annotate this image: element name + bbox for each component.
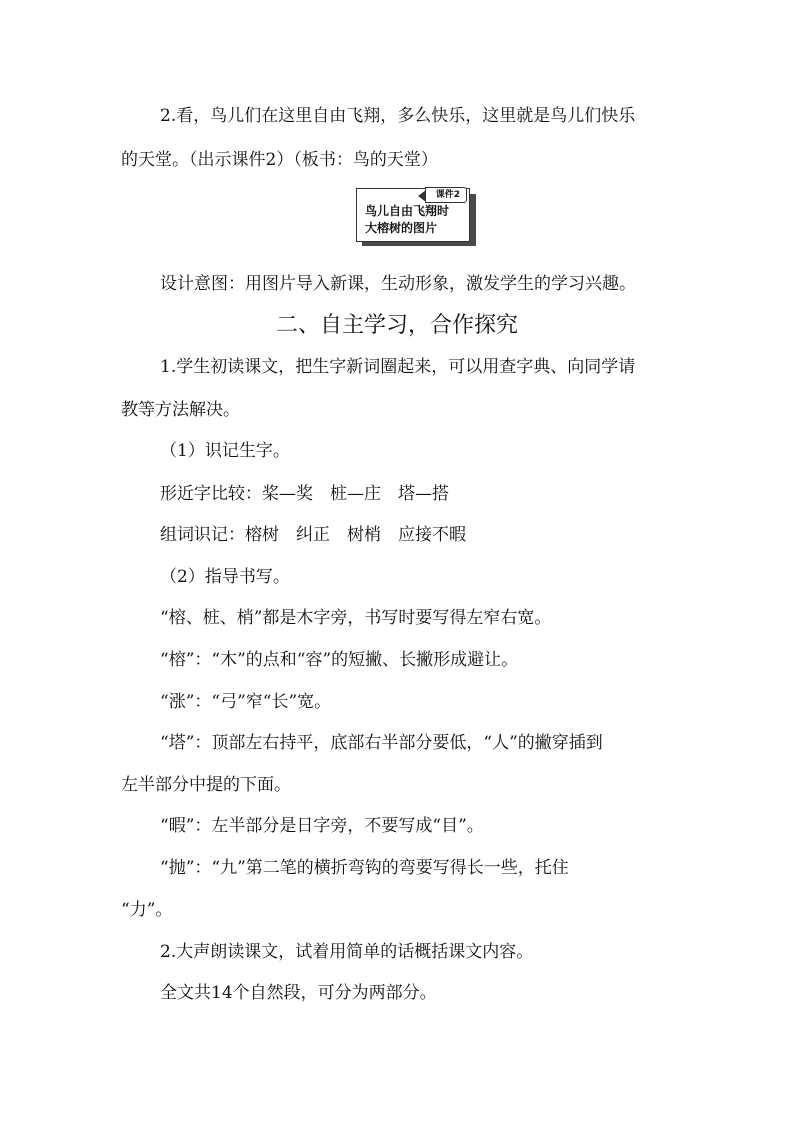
courseware-line-1: 鸟儿自由飞翔时 — [365, 204, 450, 218]
design-intent: 设计意图：用图片导入新课，生动形象，激发学生的学习兴趣。 — [160, 274, 636, 294]
courseware-tag: 课件2 — [425, 187, 467, 203]
courseware-callout — [356, 188, 478, 254]
step1-line-2: 教等方法解决。 — [121, 400, 240, 420]
sub-heading-2: （2）指导书写。 — [160, 567, 290, 587]
courseware-box — [356, 188, 470, 242]
step1-line-1: 1.学生初读课文，把生字新词圈起来，可以用查字典、向同学请 — [160, 357, 636, 377]
writing-note-2: “榕”：“木”的点和“容”的短撇、长撇形成避让。 — [160, 650, 519, 670]
word-groups: 组词识记：榕树 纠正 树梢 应接不暇 — [160, 525, 466, 545]
section-heading: 二、自主学习，合作探究 — [275, 313, 518, 338]
writing-note-4-line-1: “塔”：顶部左右持平，底部右半部分要低，“人”的撇穿插到 — [160, 733, 603, 753]
writing-note-6-line-1: “抛”：“九”第二笔的横折弯钩的弯要写得长一些，托住 — [160, 858, 569, 878]
writing-note-6-line-2: “力”。 — [121, 900, 173, 920]
sub-heading-1: （1）识记生字。 — [160, 441, 290, 461]
writing-note-4-line-2: 左半部分中提的下面。 — [121, 775, 291, 795]
summary: 全文共14个自然段，可分为两部分。 — [160, 983, 437, 1003]
similar-chars: 形近字比较：桨—奖 桩—庄 塔—搭 — [160, 484, 449, 504]
step2: 2.大声朗读课文，试着用简单的话概括课文内容。 — [160, 942, 534, 962]
intro-line-1: 2.看，鸟儿们在这里自由飞翔，多么快乐，这里就是鸟儿们快乐 — [160, 106, 636, 126]
writing-note-1: “榕、桩、梢”都是木字旁，书写时要写得左窄右宽。 — [160, 608, 552, 628]
courseware-text — [365, 203, 449, 237]
courseware-line-2: 大榕树的图片 — [365, 221, 438, 235]
writing-note-3: “涨”：“弓”窄“长”宽。 — [160, 692, 332, 712]
writing-note-5: “暇”：左半部分是日字旁，不要写成“目”。 — [160, 816, 484, 836]
intro-line-2: 的天堂。（出示课件2）（板书：鸟的天堂） — [121, 150, 438, 170]
